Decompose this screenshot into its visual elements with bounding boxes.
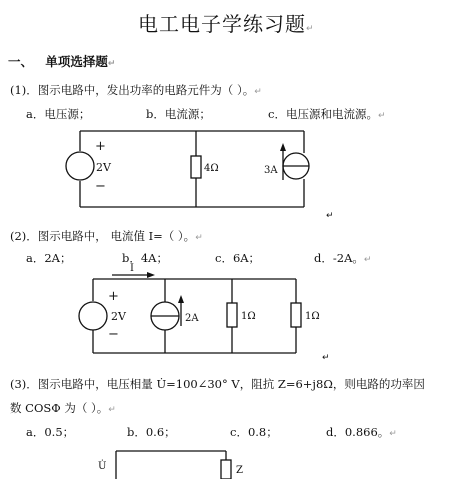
question-1-option-c: c．电压源和电流源。↵ [268,107,386,121]
question-1-option-b: b．电流源； [146,107,211,121]
resistor-1ohm-a [227,303,237,327]
question-2-stem: (2)．图示电路中， 电流值 I=（ ）。↵ [10,229,203,243]
page-title: 电工电子学练习题 [138,12,306,36]
question-3-option-a: a．0.5； [26,425,75,439]
svg-text:↵: ↵ [322,353,330,363]
resistor-4ohm [191,156,201,178]
q2-r1-label: 1Ω [241,311,256,322]
q2-current-label: I [130,263,134,274]
q3-impedance-label: Z [236,465,243,476]
arrow-head-icon [280,143,286,151]
resistor-1ohm-b [291,303,301,327]
section-header: 一、 单项选择题↵ [8,54,116,69]
arrow-up-icon [178,295,184,303]
question-2-option-b: b．4A； [122,251,168,265]
question-2-option-c: c．6A； [215,251,261,265]
question-1-option-a: a．电压源； [26,107,91,121]
impedance-box [221,460,231,479]
question-3-stem-line2: 数 COSΦ 为（ ）。↵ [10,401,116,415]
voltage-source-1 [66,152,94,180]
question-1-stem: (1)．图示电路中，发出功率的电路元件为（ ）。↵ [10,83,262,97]
svg-text:↵: ↵ [326,211,334,221]
voltage-source-2 [79,302,107,330]
question-3-option-b: b．0.6； [127,425,176,439]
q1-current-value: 3A [264,165,278,176]
q2-plus-sign: + [108,289,119,304]
q1-voltage-value: 2V [96,161,111,174]
q2-voltage-value: 2V [111,310,126,323]
question-2-option-a: a．2A； [26,251,72,265]
question-3-option-d: d．0.866。↵ [326,425,397,439]
question-2-option-d: d．-2A。↵ [314,251,372,265]
question-3-stem-line1: (3)．图示电路中，电压相量 U̇=100∠30° V，阻抗 Z=6+j8Ω，则电路的功率因 [10,377,425,391]
question-3-option-c: c．0.8； [230,425,278,439]
q1-resistor-label: 4Ω [204,163,219,174]
q1-minus-sign: − [95,179,106,194]
current-arrow-icon [147,272,155,278]
q3-voltage-label: U̇ [98,461,107,472]
section-number: 一、 [8,54,34,69]
section-label: 单项选择题 [45,54,108,69]
q2-minus-sign: − [108,327,119,342]
q1-plus-sign: + [95,139,106,154]
q2-r2-label: 1Ω [305,311,320,322]
q2-current-value: 2A [185,313,199,324]
